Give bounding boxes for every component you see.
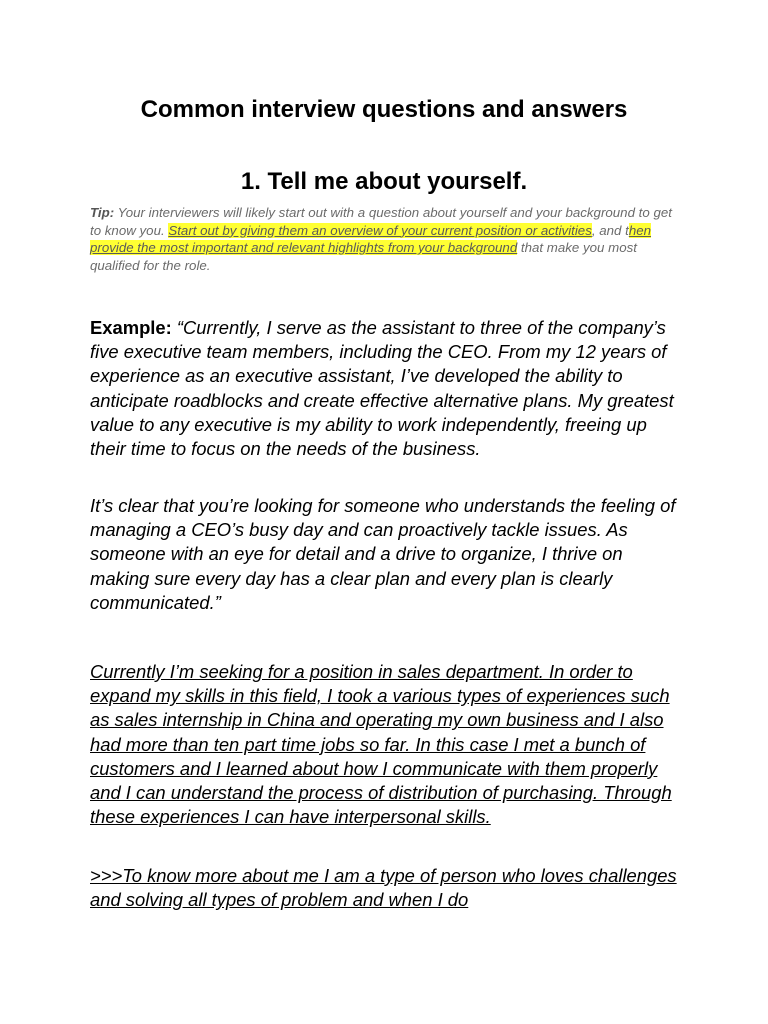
tip-text: , and t [591,222,629,238]
tip-highlight: hen provide the most important and relevant highlights from your background [90,222,651,255]
tip-paragraph [90,204,680,274]
answer-paragraph-continued: >>>To know more about me I am a type of person who loves challenges and solving all types of problem and when I do [90,865,677,911]
document-title: Common interview questions and answers [140,96,628,123]
tip-label: Tip: [90,205,115,220]
question-heading: 1. Tell me about yourself. [240,168,528,195]
tip-text: that make you most qualified for the role. [90,240,637,273]
tip-text: Your interviewers will likely start out with a question about yourself and your background to get to know you. [90,205,672,238]
example-text: “Currently, I serve as the assistant to three of the company’s five executive team members, including the CEO. From my 12 years of experience as an executive assistant, I’ve developed the ability to anticipate roadblocks and create effective alternative plans. My greatest value to any executive is my ability to work independently, freeing up their time to focus on the needs of the business. [90,317,674,460]
example-paragraph-continued: It’s clear that you’re looking for someone who understands the feeling of managing a CEO’s busy day and can proactively tackle issues. As someone with an eye for detail and a drive to organize, I thrive on making sure every day has a clear plan and every plan is clearly communicated.” [90,495,676,613]
tip-highlight: Start out by giving them an overview of your current position or activities [168,222,592,238]
example-paragraph [90,316,686,461]
answer-paragraph: Currently I’m seeking for a position in sales department. In order to expand my skills in this field, I took a various types of experiences such as sales internship in China and operating my own business and I also had more than ten part time jobs so far. In this case I met a bunch of customers and I learned about how I communicate with them properly and I can understand the process of distribution of purchasing. Through these experiences I can have interpersonal skills. [90,661,672,828]
example-label: Example: [90,317,172,338]
